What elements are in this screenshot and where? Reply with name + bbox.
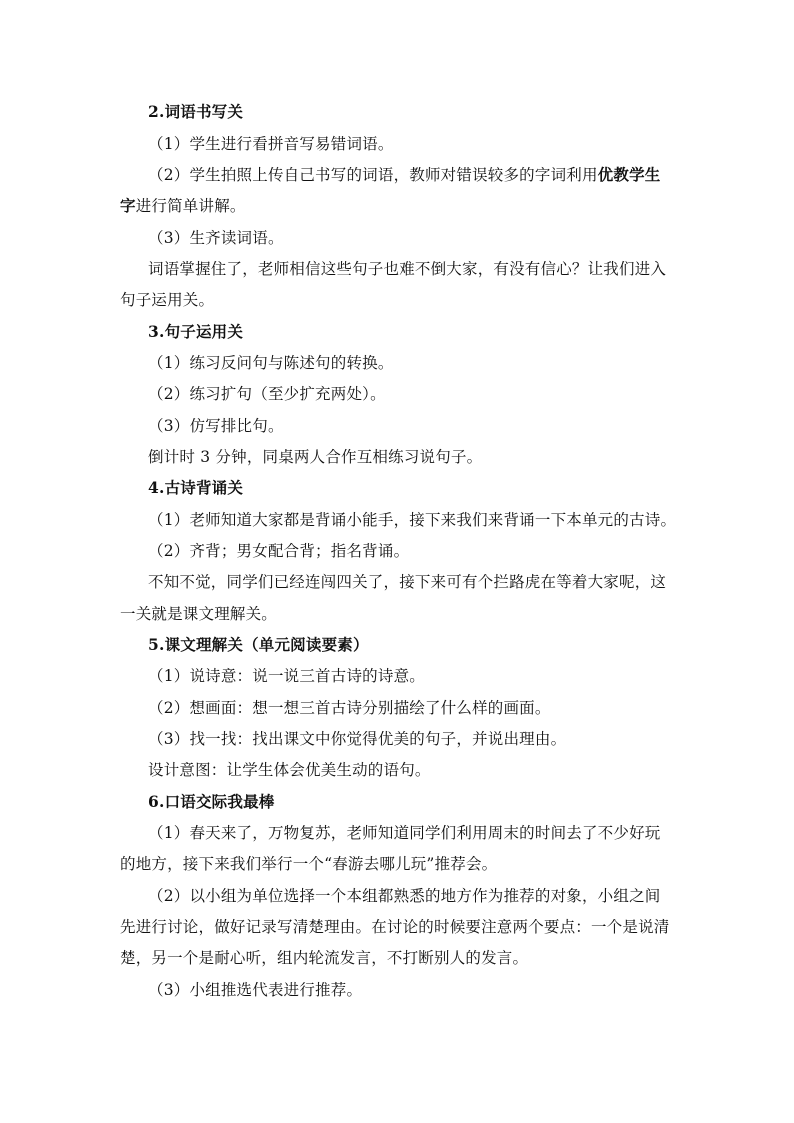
paragraph-line: 的地方，接下来我们举行一个“春游去哪儿玩”推荐会。 (120, 855, 498, 873)
heading-word-writing: 2.词语书写关 (148, 102, 244, 121)
paragraph-line (120, 195, 680, 217)
heading-sentence-use: 3.句子运用关 (148, 322, 244, 341)
paragraph-line: （1）说诗意：说一说三首古诗的诗意。 (148, 667, 425, 685)
paragraph-line: 设计意图：让学生体会优美生动的语句。 (148, 761, 431, 779)
paragraph-line: （2）练习扩句（至少扩充两处）。 (148, 385, 386, 403)
paragraph-text: 进行简单讲解。 (135, 197, 246, 215)
paragraph-line: 倒计时 3 分钟，同桌两人合作互相练习说句子。 (148, 448, 483, 466)
paragraph-line: 楚，另一个是耐心听，组内轮流发言，不打断别人的发言。 (120, 949, 529, 967)
paragraph-line: 不知不觉，同学们已经连闯四关了，接下来可有个拦路虎在等着大家呢，这 (148, 573, 667, 591)
paragraph-line: （2）以小组为单位选择一个本组都熟悉的地方作为推荐的对象，小组之间 (148, 887, 661, 905)
paragraph-line: （2）想画面：想一想三首古诗分别描绘了什么样的画面。 (148, 699, 551, 717)
paragraph-line: （2）齐背；男女配合背；指名背诵。 (148, 542, 410, 560)
paragraph-line: （3）找一找：找出课文中你觉得优美的句子，并说出理由。 (148, 730, 567, 748)
paragraph-line: （1）练习反问句与陈述句的转换。 (148, 354, 394, 372)
paragraph-line: 词语掌握住了，老师相信这些句子也难不倒大家，有没有信心？让我们进入 (148, 260, 667, 278)
paragraph-line: （3）生齐读词语。 (148, 229, 284, 247)
bold-term: 字 (120, 196, 136, 215)
paragraph-line: （3）仿写排比句。 (148, 417, 284, 435)
paragraph-line: （1）学生进行看拼音写易错词语。 (148, 135, 394, 153)
paragraph-line: （3）小组推选代表进行推荐。 (148, 981, 363, 999)
bold-term: 优教学生 (597, 165, 661, 184)
paragraph-text: （2）学生拍照上传自己书写的词语，教师对错误较多的字词利用 (148, 166, 598, 184)
paragraph-line: 句子运用关。 (120, 291, 215, 309)
heading-oral-communication: 6.口语交际我最棒 (148, 792, 275, 811)
paragraph-line: 先进行讨论，做好记录写清楚理由。在讨论的时候要注意两个要点：一个是说清 (120, 918, 670, 936)
paragraph-line: 一关就是课文理解关。 (120, 605, 278, 623)
paragraph-line: （1）春天来了，万物复苏，老师知道同学们利用周末的时间去了不少好玩 (148, 824, 661, 842)
heading-text-understanding: 5.课文理解关（单元阅读要素） (148, 635, 369, 654)
paragraph-line: （1）老师知道大家都是背诵小能手，接下来我们来背诵一下本单元的古诗。 (148, 511, 677, 529)
paragraph-line (148, 164, 708, 186)
heading-poem-recite: 4.古诗背诵关 (148, 478, 244, 497)
